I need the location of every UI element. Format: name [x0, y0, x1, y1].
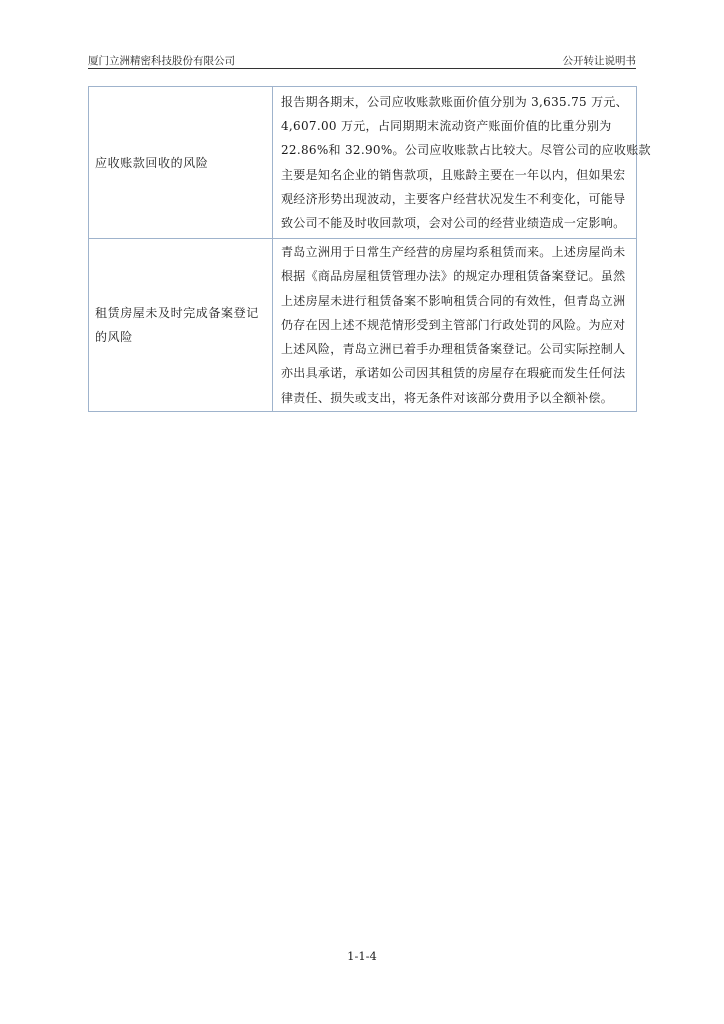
company-name: 厦门立洲精密科技股份有限公司: [88, 55, 235, 67]
description-line: 22.86%和 32.90%。公司应收账款占比较大。尽管公司的应收账款: [281, 143, 651, 158]
page-header: [88, 51, 636, 69]
header-divider: [88, 68, 636, 69]
risk-name-cell: [89, 87, 273, 239]
document-type: 公开转让说明书: [562, 55, 636, 67]
description-line: 上述房屋未进行租赁备案不影响租赁合同的有效性，但青岛立洲: [281, 293, 626, 308]
description-line: 青岛立洲用于日常生产经营的房屋均系租赁而来。上述房屋尚未: [281, 245, 626, 260]
description-line: 上述风险，青岛立洲已着手办理租赁备案登记。公司实际控制人: [281, 342, 626, 357]
risk-name: 应收账款回收的风险: [95, 155, 209, 170]
risk-name: 租赁房屋未及时完成备案登记的风险: [95, 306, 259, 344]
risk-description-cell: [273, 87, 651, 239]
risk-description-cell: [273, 239, 637, 412]
description-line: 报告期各期末，公司应收账款账面价值分别为 3,635.75 万元、: [281, 94, 628, 109]
table-row: [89, 239, 637, 412]
description-line: 律责任、损失或支出，将无条件对该部分费用予以全额补偿。: [281, 390, 614, 405]
page-number: 1-1-4: [347, 949, 377, 963]
risk-table: [88, 86, 651, 412]
description-line: 亦出具承诺，承诺如公司因其租赁的房屋存在瑕疵而发生任何法: [281, 366, 626, 381]
description-line: 致公司不能及时收回款项，会对公司的经营业绩造成一定影响。: [281, 215, 626, 230]
table-row: [89, 87, 637, 239]
description-line: 观经济形势出现波动，主要客户经营状况发生不利变化，可能导: [281, 191, 626, 206]
description-line: 主要是知名企业的销售款项，且账龄主要在一年以内，但如果宏: [281, 167, 626, 182]
description-line: 4,607.00 万元，占同期期末流动资产账面价值的比重分别为: [281, 119, 612, 134]
description-line: 仍存在因上述不规范情形受到主管部门行政处罚的风险。为应对: [281, 317, 626, 332]
risk-name-cell: [89, 239, 273, 412]
description-line: 根据《商品房屋租赁管理办法》的规定办理租赁备案登记。虽然: [281, 269, 626, 284]
